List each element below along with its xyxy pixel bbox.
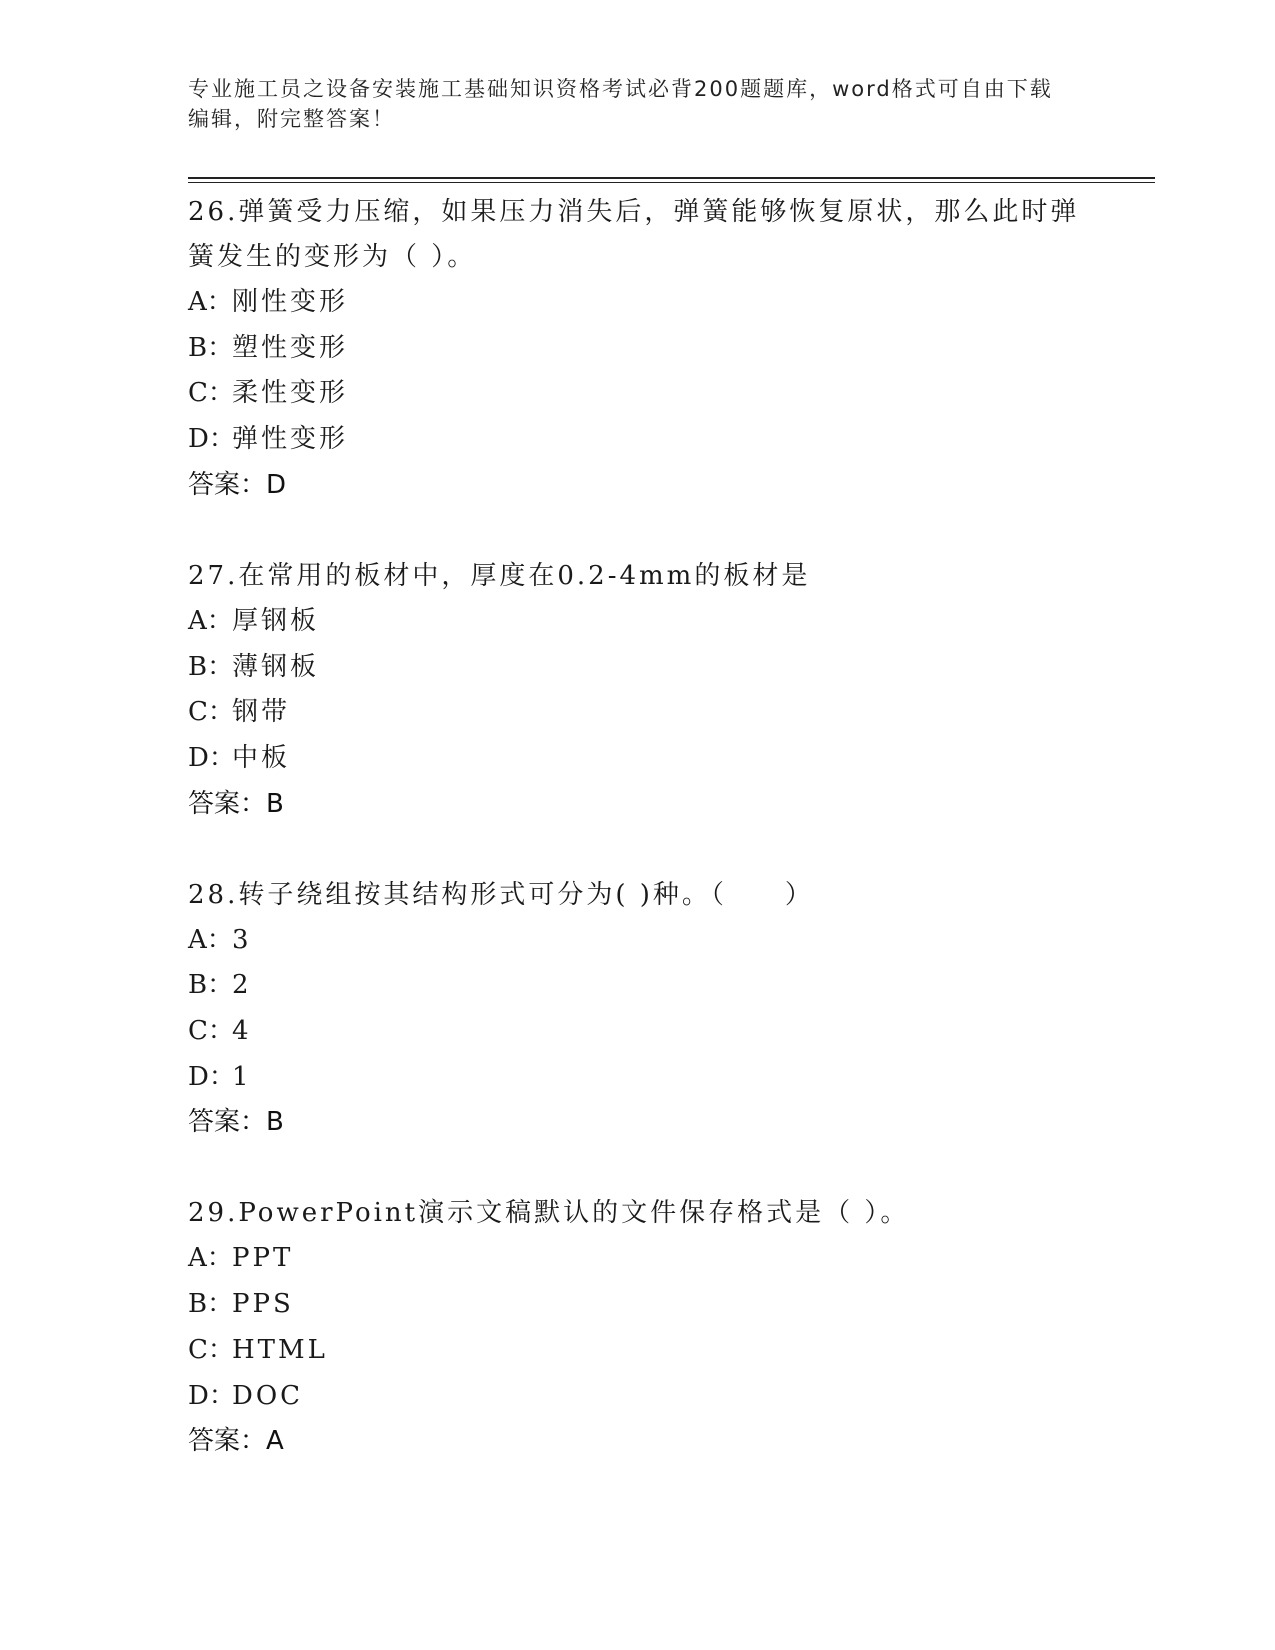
- answer-line: 答案：A: [188, 1426, 284, 1457]
- option-c: [188, 371, 1088, 417]
- question-spacer: [188, 827, 1088, 873]
- option-text: 塑性变形: [232, 332, 349, 363]
- option-d: [188, 1374, 1088, 1420]
- option-text: 钢带: [232, 697, 291, 728]
- option-b: [188, 326, 1088, 372]
- option-d: [188, 1055, 1088, 1101]
- option-b: [188, 963, 1088, 1009]
- option-letter: B：: [188, 970, 234, 1001]
- option-d: [188, 736, 1088, 782]
- option-letter: D：: [188, 742, 235, 773]
- document-header: 专业施工员之设备安装施工基础知识资格考试必背200题题库，word格式可自由下载编辑，附完整答案！: [188, 77, 1053, 131]
- option-text: 薄钢板: [232, 651, 320, 682]
- question-stem-continued: 簧发生的变形为（ ）。: [188, 242, 477, 272]
- option-c: [188, 690, 1088, 736]
- option-d: [188, 417, 1088, 463]
- option-text: PPT: [232, 1243, 294, 1274]
- question-stem: 29.PowerPoint演示文稿默认的文件保存格式是（ ）。: [188, 1198, 910, 1229]
- option-a: [188, 1236, 1088, 1282]
- question-26: [188, 190, 1088, 508]
- option-c: [188, 1009, 1088, 1055]
- question-stem: 27.在常用的板材中，厚度在0.2-4mm的板材是: [188, 560, 811, 591]
- option-text: HTML: [232, 1334, 328, 1365]
- option-text: 弹性变形: [232, 424, 349, 455]
- option-text: 中板: [232, 742, 291, 773]
- option-letter: B：: [188, 332, 234, 363]
- option-text: PPS: [232, 1289, 294, 1320]
- option-a: [188, 918, 1088, 964]
- question-27: [188, 554, 1088, 827]
- question-stem: 26.弹簧受力压缩，如果压力消失后，弹簧能够恢复原状，那么此时弹: [188, 197, 1080, 227]
- answer-line: 答案：B: [188, 1107, 284, 1138]
- option-text: DOC: [232, 1380, 304, 1411]
- option-text: 刚性变形: [232, 287, 349, 317]
- option-a: [188, 599, 1088, 645]
- answer-line: 答案：D: [188, 469, 287, 500]
- option-letter: B：: [188, 651, 234, 682]
- option-text: 1: [232, 1061, 252, 1092]
- option-letter: D：: [188, 1061, 235, 1092]
- question-list: [188, 190, 1088, 1464]
- option-letter: A：: [188, 605, 233, 636]
- option-text: 厚钢板: [232, 605, 320, 636]
- option-b: [188, 645, 1088, 691]
- question-29: [188, 1191, 1088, 1464]
- option-letter: D：: [188, 424, 235, 455]
- option-text: 柔性变形: [232, 378, 349, 409]
- option-letter: C：: [188, 1334, 234, 1365]
- header-divider-thick: [188, 177, 1155, 179]
- option-letter: A：: [188, 924, 233, 955]
- question-stem: 28.转子绕组按其结构形式可分为( )种。（ ）: [188, 879, 814, 910]
- option-letter: C：: [188, 378, 234, 409]
- header-divider-thin: [188, 182, 1155, 183]
- option-a: [188, 280, 1088, 326]
- answer-line: 答案：B: [188, 788, 284, 819]
- option-letter: B：: [188, 1289, 234, 1320]
- option-c: [188, 1328, 1088, 1374]
- question-spacer: [188, 508, 1088, 554]
- option-text: 2: [232, 970, 252, 1001]
- option-letter: D：: [188, 1380, 235, 1411]
- option-letter: A：: [188, 287, 233, 317]
- option-letter: C：: [188, 697, 234, 728]
- option-b: [188, 1282, 1088, 1328]
- option-text: 4: [232, 1016, 252, 1047]
- question-28: [188, 873, 1088, 1146]
- option-letter: C：: [188, 1016, 234, 1047]
- option-text: 3: [232, 924, 252, 955]
- option-letter: A：: [188, 1243, 233, 1274]
- question-spacer: [188, 1145, 1088, 1191]
